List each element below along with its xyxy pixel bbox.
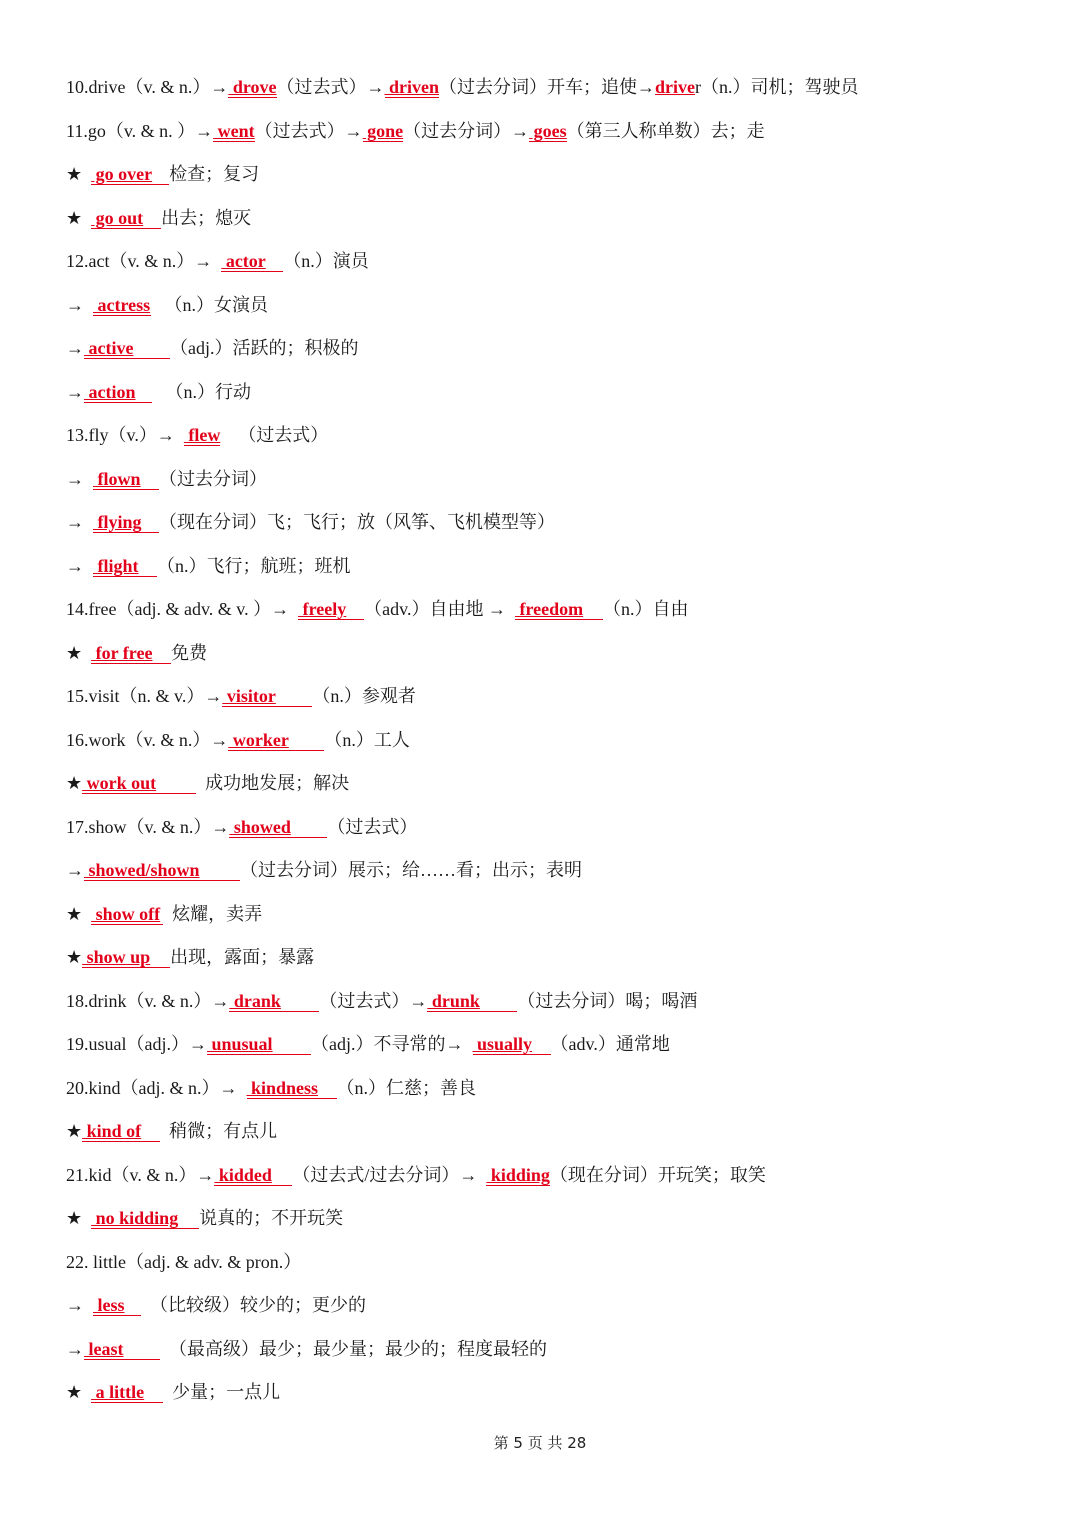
line-text: （过去式）→ — [276, 77, 385, 97]
vocab-line — [66, 986, 1026, 1030]
answer-text: go over — [91, 164, 153, 184]
line-text: 17.show（v. & n.）→ — [66, 816, 230, 837]
vocab-line — [66, 551, 1026, 595]
answer-text: work out — [82, 773, 157, 793]
answer-blank — [82, 1121, 160, 1142]
line-text: → — [66, 1295, 93, 1315]
answer-text: went — [213, 120, 255, 141]
line-text: ★ — [66, 773, 83, 793]
answer-text: goes — [529, 120, 567, 141]
answer-blank — [84, 1339, 160, 1360]
answer-blank — [82, 773, 196, 794]
line-text: （过去分词） — [159, 468, 267, 489]
answer-text: action — [84, 381, 136, 402]
line-text: 11.go（v. & n. ）→ — [66, 120, 214, 141]
answer-text: show up — [82, 947, 151, 967]
line-text: （过去式） — [220, 425, 329, 445]
line-text: （现在分词）开玩笑；取笑 — [549, 1164, 766, 1185]
line-text: → — [66, 512, 93, 532]
line-text: （n.）飞行；航班；班机 — [157, 555, 351, 576]
vocab-line — [66, 1029, 1026, 1073]
answer-blank — [385, 77, 440, 98]
answer-text: usually — [472, 1034, 533, 1054]
answer-text: less — [93, 1295, 125, 1315]
line-text: ★ — [66, 1382, 92, 1402]
vocab-line — [66, 507, 1026, 551]
answer-text: drove — [228, 77, 277, 97]
line-text: ★ — [66, 1208, 92, 1228]
line-text: ★ — [66, 903, 92, 924]
answer-blank — [93, 512, 159, 533]
line-text: 16.work（v. & n.）→ — [66, 729, 229, 750]
answer-text: kindness — [246, 1077, 319, 1098]
answer-text: drunk — [427, 990, 480, 1011]
line-text: （最高级）最少；最少量；最少的；程度最轻的 — [160, 1338, 547, 1359]
vocab-line — [66, 72, 1026, 116]
answer-text: freely — [298, 599, 347, 619]
line-text: → — [66, 338, 84, 358]
line-text: （过去式）→ — [254, 120, 363, 141]
vocab-line — [66, 725, 1026, 769]
line-text: ★ — [66, 1121, 83, 1141]
vocab-line — [66, 768, 1026, 812]
answer-text: flight — [93, 555, 139, 576]
line-text: 18.drink（v. & n.）→ — [66, 990, 230, 1011]
answer-blank — [93, 556, 157, 577]
answer-blank — [91, 1208, 199, 1229]
line-text: （n.）行动 — [152, 381, 251, 402]
answer-text: freedom — [514, 599, 584, 619]
line-text: （adv.）自由地 → — [364, 599, 515, 619]
line-text: → — [66, 381, 84, 402]
answer-text: showed — [229, 816, 291, 837]
answer-text: worker — [228, 729, 289, 750]
line-text: （n.）女演员 — [151, 294, 268, 315]
line-text: 15.visit（n. & v.）→ — [66, 686, 223, 706]
line-text: 少量；一点儿 — [163, 1382, 281, 1402]
vocab-line — [66, 1073, 1026, 1117]
line-text: ★ — [66, 207, 92, 228]
answer-blank — [214, 1165, 292, 1186]
answer-blank — [221, 251, 283, 272]
line-text: 出去；熄灭 — [161, 207, 252, 228]
answer-blank — [229, 817, 327, 838]
vocab-line — [66, 203, 1026, 247]
answer-text: least — [84, 1338, 124, 1359]
answer-blank — [486, 1165, 550, 1186]
line-text: （第三人称单数）去；走 — [566, 120, 765, 141]
answer-blank — [84, 382, 152, 403]
answer-blank — [228, 77, 276, 98]
line-text: （现在分词）飞；飞行；放（风筝、飞机模型等） — [159, 512, 555, 532]
answer-text: no kidding — [91, 1208, 179, 1228]
vocab-line — [66, 1160, 1026, 1204]
line-text: （adv.）通常地 — [550, 1034, 670, 1054]
line-text: （n.）工人 — [324, 729, 410, 750]
line-text: （比较级）较少的；更少的 — [141, 1295, 366, 1315]
vocab-line — [66, 855, 1026, 899]
answer-text: for free — [91, 642, 153, 663]
line-text: 说真的；不开玩笑 — [199, 1208, 344, 1228]
vocab-line — [66, 1334, 1026, 1378]
line-text: （过去式/过去分词）→ — [292, 1164, 487, 1185]
answer-blank — [91, 1382, 163, 1403]
vocab-line — [66, 420, 1026, 464]
vocab-line — [66, 290, 1026, 334]
answer-text: a little — [91, 1382, 145, 1402]
line-text: → — [66, 468, 93, 489]
answer-text: gone — [362, 120, 404, 141]
answer-blank — [84, 338, 170, 359]
answer-blank — [91, 208, 161, 229]
line-text: 炫耀，卖弄 — [163, 903, 263, 924]
answer-blank — [228, 730, 324, 751]
line-text: 免费 — [171, 642, 208, 663]
answer-inline: drive — [655, 77, 696, 97]
line-text: ★ — [66, 642, 92, 663]
answer-blank — [93, 1295, 141, 1316]
line-text: 10.drive（v. & n.）→ — [66, 77, 229, 97]
answer-text: active — [84, 338, 134, 358]
vocab-line — [66, 377, 1026, 421]
line-text: 出现，露面；暴露 — [170, 947, 315, 967]
line-text: （过去分词）→ — [403, 120, 530, 141]
vocab-line — [66, 812, 1026, 856]
line-text: → — [66, 555, 93, 576]
vocab-line — [66, 116, 1026, 160]
vocab-line — [66, 1203, 1026, 1247]
line-text: （n.）仁慈；善良 — [336, 1077, 476, 1098]
line-text: 稍微；有点儿 — [160, 1121, 278, 1141]
vocab-line — [66, 1247, 1026, 1291]
answer-blank — [91, 164, 169, 185]
line-text: 14.free（adj. & adv. & v. ）→ — [66, 599, 299, 619]
vocab-line — [66, 594, 1026, 638]
answer-text: unusual — [207, 1034, 273, 1054]
line-text: （adj.）不寻常的→ — [311, 1034, 473, 1054]
vocab-line — [66, 681, 1026, 725]
line-text: （n.）演员 — [283, 251, 369, 271]
line-text: （过去分词）喝；喝酒 — [517, 990, 698, 1011]
line-text: 22. little（adj. & adv. & pron.） — [66, 1251, 302, 1272]
line-text: 成功地发展；解决 — [196, 773, 350, 793]
vocab-line — [66, 246, 1026, 290]
answer-text: flown — [93, 468, 141, 489]
answer-text: go out — [91, 207, 144, 228]
line-text: （n.）自由 — [602, 599, 689, 619]
vocab-line — [66, 899, 1026, 943]
line-text: → — [66, 860, 84, 880]
line-text: （n.）参观者 — [312, 686, 416, 706]
line-text: （adj.）活跃的；积极的 — [170, 338, 359, 358]
answer-text: driven — [384, 77, 440, 97]
line-text: → — [66, 1338, 84, 1359]
vocab-line — [66, 942, 1026, 986]
line-text: 13.fly（v.）→ — [66, 425, 184, 445]
answer-blank — [222, 686, 312, 707]
answer-blank — [298, 599, 364, 620]
answer-blank — [427, 991, 517, 1012]
answer-text: flying — [93, 512, 142, 532]
answer-blank — [473, 1034, 551, 1055]
line-text: （过去式）→ — [319, 990, 428, 1011]
vocab-line — [66, 1116, 1026, 1160]
line-text: ★ — [66, 947, 83, 967]
answer-blank — [229, 991, 319, 1012]
vocab-line — [66, 333, 1026, 377]
line-text: 12.act（v. & n.）→ — [66, 251, 222, 271]
answer-blank — [184, 425, 220, 446]
answer-text: kidded — [214, 1164, 272, 1185]
answer-text: actress — [93, 294, 151, 315]
answer-blank — [363, 121, 404, 142]
answer-text: flew — [183, 425, 221, 445]
vocab-line — [66, 464, 1026, 508]
line-text: ★ — [66, 164, 92, 184]
answer-text: actor — [221, 251, 266, 271]
line-text: 19.usual（adj.）→ — [66, 1034, 207, 1054]
answer-blank — [213, 121, 255, 142]
answer-blank — [91, 643, 171, 664]
answer-text: show off — [91, 903, 161, 924]
vocab-line — [66, 1377, 1026, 1421]
line-text: （过去式） — [327, 816, 418, 837]
answer-text: showed/shown — [84, 860, 200, 880]
vocab-line — [66, 1290, 1026, 1334]
answer-blank — [207, 1034, 311, 1055]
answer-blank — [82, 947, 170, 968]
page-footer: 第 5 页 共 28 — [493, 1434, 587, 1452]
answer-blank — [91, 904, 163, 925]
line-text: → — [66, 294, 93, 315]
vocabulary-list — [66, 72, 1026, 1421]
answer-text: kind of — [82, 1121, 142, 1141]
line-text: 20.kind（adj. & n.）→ — [66, 1077, 247, 1098]
line-text: （过去分词）开车；追使→ — [439, 77, 656, 97]
answer-text: visitor — [222, 686, 276, 706]
answer-blank — [93, 469, 159, 490]
line-text: r（n.）司机；驾驶员 — [695, 77, 859, 97]
vocab-line — [66, 638, 1026, 682]
answer-blank — [84, 860, 240, 881]
answer-blank — [247, 1078, 337, 1099]
answer-blank — [515, 599, 603, 620]
answer-text: kidding — [486, 1164, 550, 1185]
vocab-line — [66, 159, 1026, 203]
line-text: 21.kid（v. & n.）→ — [66, 1164, 215, 1185]
line-text: （过去分词）展示；给……看；出示；表明 — [240, 860, 582, 880]
line-text: 检查；复习 — [169, 164, 260, 184]
answer-blank — [529, 121, 567, 142]
answer-text: drank — [229, 990, 281, 1011]
answer-blank — [93, 295, 151, 316]
